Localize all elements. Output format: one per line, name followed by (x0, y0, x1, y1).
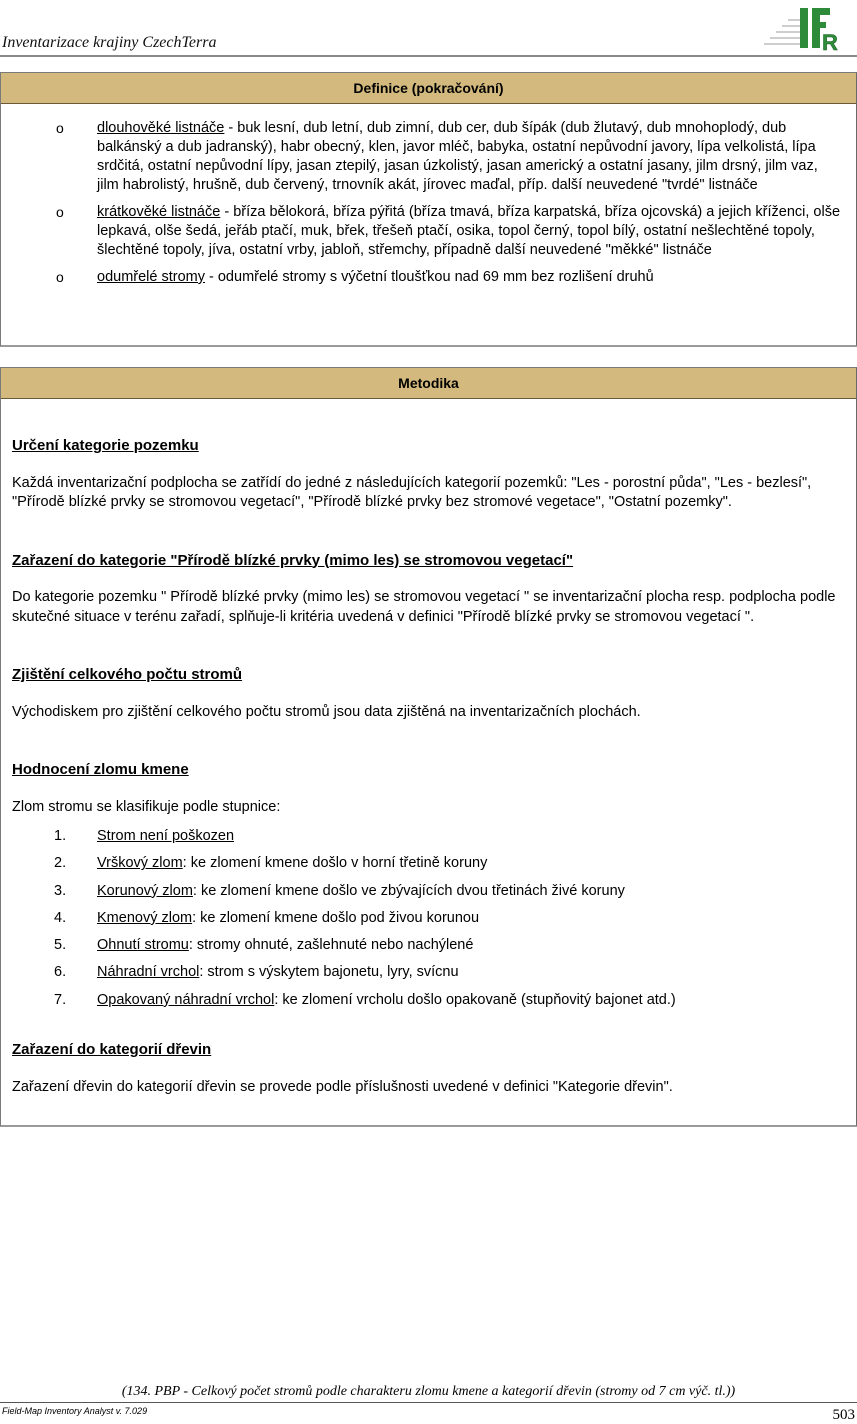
item-number: 5. (54, 937, 67, 954)
table-caption: (134. PBP - Celkový počet stromů podle charakteru zlomu kmene a kategorií dřevin (stromy od 7 cm výč. tl.)) (121, 1384, 736, 1399)
item-text: : strom s výskytem bajonetu, lyry, svícnu (199, 964, 459, 981)
methodology-heading: Metodika (1, 368, 856, 399)
definition-term: dlouhověké listnáče (97, 120, 225, 136)
item-number: 4. (54, 909, 67, 926)
definition-text: - bříza bělokorá, bříza pýřitá (bříza tmavá, bříza karpatská, bříza ojcovská) a jejich kříženci, olše lepkavá, olše šedá, jeřáb ptačí, muk, břek, třešeň ptačí, osika, topol černý, topol bílý, ostatní nešlechtěné topoly, šlechtěné topoly, jíva, ostatní vrby, jabloň, střemchy, případně další neuvedené "měkké" listnáče (97, 204, 841, 258)
list-item (12, 905, 847, 932)
item-term: Ohnutí stromu (97, 937, 189, 954)
item-number: 3. (54, 882, 67, 899)
list-item (12, 823, 847, 850)
subsection-text: Do kategorie pozemku " Přírodě blízké prvky (mimo les) se stromovou vegetací " se inventarizační plocha resp. podplocha podle skutečné situace v terénu zařadí, splňuje-li kritéria uvedená v definici "Přírodě blízké prvky se stromovou vegetací ". (12, 589, 836, 625)
bullet-marker: o (56, 204, 64, 220)
list-item (12, 959, 847, 986)
subsection-text: Východiskem pro zjištění celkového počtu stromů jsou data zjištěná na inventarizačních plochách. (12, 703, 641, 720)
item-number: 7. (54, 991, 67, 1008)
definition-text: - odumřelé stromy s výčetní tloušťkou nad 69 mm bez rozlišení druhů (204, 269, 654, 285)
bullet-marker: o (56, 269, 64, 285)
subsection-title: Zařazení do kategorie "Přírodě blízké prvky (mimo les) se stromovou vegetací" (12, 551, 574, 569)
definitions-section (0, 72, 857, 347)
header-divider (0, 55, 857, 57)
list-item (1, 203, 841, 260)
item-text: : ke zlomení kmene došlo v horní třetině koruny (182, 855, 488, 872)
definition-term: krátkověké listnáče (97, 204, 221, 220)
definition-term: odumřelé stromy (97, 269, 205, 285)
item-term: Korunový zlom (97, 882, 193, 899)
break-scale-list (12, 823, 847, 1014)
list-item (12, 932, 847, 959)
item-term: Vrškový zlom (97, 855, 183, 872)
svg-text:R: R (822, 30, 838, 52)
item-number: 6. (54, 964, 67, 981)
item-text: : stromy ohnuté, zašlehnuté nebo nachýlené (188, 937, 474, 954)
list-item (1, 268, 841, 287)
list-item (12, 850, 847, 877)
methodology-body (12, 398, 847, 1097)
subsection-title: Hodnocení zlomu kmene (12, 761, 189, 778)
item-term: Kmenový zlom (97, 909, 193, 926)
subsection-title: Určení kategorie pozemku (12, 437, 199, 454)
item-text: : ke zlomení kmene došlo ve zbývajících dvou třetinách živé koruny (192, 882, 625, 899)
item-number: 1. (54, 828, 67, 844)
subsection-text: Zlom stromu se klasifikuje podle stupnice: (12, 798, 281, 815)
definitions-list (1, 119, 841, 295)
page-header (0, 0, 857, 58)
methodology-section (0, 367, 857, 1127)
bullet-marker: o (56, 120, 64, 136)
item-term: Opakovaný náhradní vrchol (97, 991, 275, 1008)
subsection-title: Zjištění celkového počtu stromů (12, 666, 243, 683)
list-item (12, 878, 847, 905)
definitions-heading: Definice (pokračování) (1, 73, 856, 104)
item-text: : ke zlomení vrcholu došlo opakovaně (stupňovitý bajonet atd.) (274, 991, 676, 1008)
item-term: Strom není poškozen (97, 828, 235, 844)
subsection-text: Každá inventarizační podplocha se zatřídí do jedné z následujících kategorií pozemků: "Les - porostní půda", "Les - bezlesí", "Přírodě blízké prvky se stromovou vegetací", "Přírodě blízké prvky bez stromové vegetace", "Ostatní pozemky". (12, 474, 812, 510)
item-term: Náhradní vrchol (97, 964, 200, 981)
software-version: Field-Map Inventory Analyst v. 7.029 (2, 1406, 148, 1416)
list-item (12, 987, 847, 1014)
subsection-text: Zařazení dřevin do kategorií dřevin se provede podle příslušnosti uvedené v definici "Kategorie dřevin". (12, 1078, 673, 1095)
list-item (1, 119, 841, 195)
item-text: : ke zlomení kmene došlo pod živou korunou (192, 909, 480, 926)
document-title: Inventarizace krajiny CzechTerra (2, 34, 217, 51)
ifer-logo-icon (760, 2, 852, 52)
page-number: 503 (832, 1407, 855, 1423)
subsection-title: Zařazení do kategorií dřevin (12, 1041, 212, 1059)
item-number: 2. (54, 855, 67, 872)
footer-divider (0, 1402, 857, 1403)
definition-text: - buk lesní, dub letní, dub zimní, dub cer, dub šípák (dub žlutavý, dub mnohoplodý, dub balkánský a dub jadranský), habr obecný, klen, javor mléč, babyka, ostatní nepůvodní javory, lípa velkolistá, lípa srdčitá, ostatní nepůvodní lípy, jasan ztepilý, jasan úzkolistý, jasan americký a ostatní jasany, jilm drsný, jilm vaz, jilm habrolistý, hrušně, dub červený, trnovník akát, jírovec maďal, příp. další neuvedené "tvrdé" listnáče (97, 120, 818, 193)
